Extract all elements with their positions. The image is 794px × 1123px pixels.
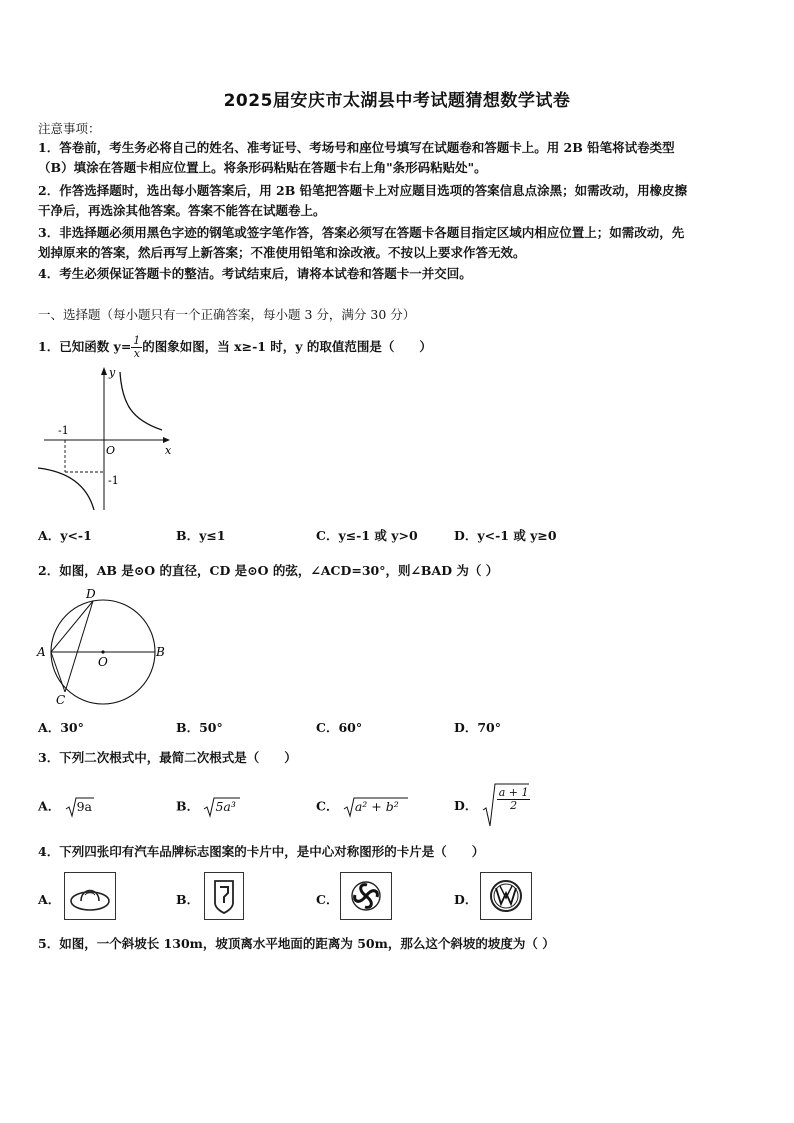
q4-option-a-letter: A． <box>38 892 61 907</box>
q4-card-c[interactable] <box>340 872 392 920</box>
origin-label: O <box>106 444 116 457</box>
notice-line: 干净后，再选涂其他答案。答案不能答在试题卷上。 <box>38 203 326 218</box>
q1-graph-figure <box>36 364 176 514</box>
q1-option-a[interactable]: A．y<-1 <box>38 528 92 543</box>
notice-line: 4．考生必须保证答题卡的整洁。考试结束后，请将本试卷和答题卡一并交回。 <box>38 266 472 281</box>
fraction-denominator: x <box>133 347 140 360</box>
notice-line: 1．答卷前，考生务必将自己的姓名、准考证号、考场号和座位号填写在试题卷和答题卡上。用 2B 铅笔将试卷类型 <box>38 140 675 155</box>
option-letter: B． <box>176 798 200 814</box>
notice-line: 划掉原来的答案，然后再写上新答案；不准使用铅笔和涂改液。不按以上要求作答无效。 <box>38 245 526 260</box>
option-letter: C． <box>316 798 339 814</box>
option-letter: A． <box>38 798 61 814</box>
q3-option-d[interactable] <box>454 782 530 828</box>
q3-option-c[interactable] <box>316 796 399 818</box>
y-axis-arrow-icon <box>101 367 107 375</box>
q3-c-radicand: a² + b² <box>354 798 399 814</box>
option-letter: D． <box>454 798 478 813</box>
fraction-denominator: 2 <box>510 799 518 812</box>
q1-stem-a: 1．已知函数 y= <box>38 339 132 354</box>
point-o-label: O <box>98 655 108 669</box>
q3-a-radicand: 9a <box>76 798 92 814</box>
shield-logo-icon <box>205 873 243 919</box>
chord-cd <box>65 601 93 692</box>
question-2-stem: 2．如图，AB 是⊙O 的直径，CD 是⊙O 的弦，∠ACD=30°，则∠BAD 为（ ） <box>38 563 499 578</box>
q4-card-b[interactable] <box>204 872 244 920</box>
page-title: 2025届安庆市太湖县中考试题猜想数学试卷 <box>223 91 571 111</box>
neg-one-y-label: -1 <box>108 474 119 487</box>
q2-option-b[interactable]: B．50° <box>176 720 223 735</box>
point-c-label: C <box>56 693 66 707</box>
notice-line: 2．作答选择题时，选出每小题答案后，用 2B 铅笔把答题卡上对应题目选项的答案信息点涂黑；如需改动，用橡皮擦 <box>38 183 688 198</box>
question-1-stem <box>38 332 432 362</box>
vw-logo-icon <box>481 873 531 919</box>
point-d-label: D <box>86 587 96 601</box>
q3-d-radical <box>482 782 530 828</box>
curve-branch-negative <box>38 468 94 510</box>
fraction-numerator: 1 <box>133 334 141 347</box>
q4-card-d[interactable] <box>480 872 532 920</box>
notice-line: 3．非选择题必须用黑色字迹的钢笔或签字笔作答，答案必须写在答题卡各题目指定区域内相应位置上；如需改动，先 <box>38 225 685 240</box>
swirl-logo-icon <box>341 873 391 919</box>
q3-b-radicand: 5a³ <box>215 798 236 814</box>
neg-one-x-label: -1 <box>58 424 69 437</box>
point-b-label: B <box>156 645 165 659</box>
q4-card-a[interactable] <box>64 872 116 920</box>
q3-option-b[interactable] <box>176 796 236 818</box>
chord-ac <box>51 652 65 692</box>
q1-option-b[interactable]: B．y≤1 <box>176 528 226 543</box>
q2-option-d[interactable]: D．70° <box>454 720 501 735</box>
x-axis-label: x <box>165 444 172 457</box>
q1-option-d[interactable]: D．y<-1 或 y≥0 <box>454 528 557 543</box>
q1-stem-b: 的图象如图，当 x≥-1 时，y 的取值范围是（ ） <box>142 339 432 354</box>
section-heading: 一、选择题（每小题只有一个正确答案，每小题 3 分，满分 30 分） <box>38 307 416 322</box>
q1-option-c[interactable]: C．y≤-1 或 y>0 <box>316 528 418 543</box>
fraction-numerator: a + 1 <box>498 786 529 799</box>
q2-option-a[interactable]: A．30° <box>38 720 84 735</box>
question-5-stem: 5．如图，一个斜坡长 130m，坡顶离水平地面的距离为 50m，那么这个斜坡的坡度为（ ） <box>38 936 555 951</box>
q4-option-c-letter: C． <box>316 892 339 907</box>
q2-option-c[interactable]: C．60° <box>316 720 363 735</box>
question-3-stem: 3．下列二次根式中，最简二次根式是（ ） <box>38 750 297 765</box>
hat-logo-icon <box>65 873 115 919</box>
y-axis-label: y <box>109 366 116 379</box>
x-axis-arrow-icon <box>163 437 170 443</box>
notice-line: （B）填涂在答题卡相应位置上。将条形码粘贴在答题卡右上角"条形码粘贴处"。 <box>38 160 487 175</box>
q4-option-d-letter: D． <box>454 892 478 907</box>
q4-option-b-letter: B． <box>176 892 200 907</box>
point-a-label: A <box>37 645 46 659</box>
q3-d-fraction <box>497 787 531 812</box>
center-point <box>101 650 104 653</box>
curve-branch-positive <box>120 372 162 430</box>
question-4-stem: 4．下列四张印有汽车品牌标志图案的卡片中，是中心对称图形的卡片是（ ） <box>38 844 485 859</box>
notice-heading: 注意事项： <box>38 121 101 136</box>
q3-option-a[interactable] <box>38 796 92 818</box>
q2-circle-figure <box>34 584 174 708</box>
q1-fraction <box>131 335 142 360</box>
